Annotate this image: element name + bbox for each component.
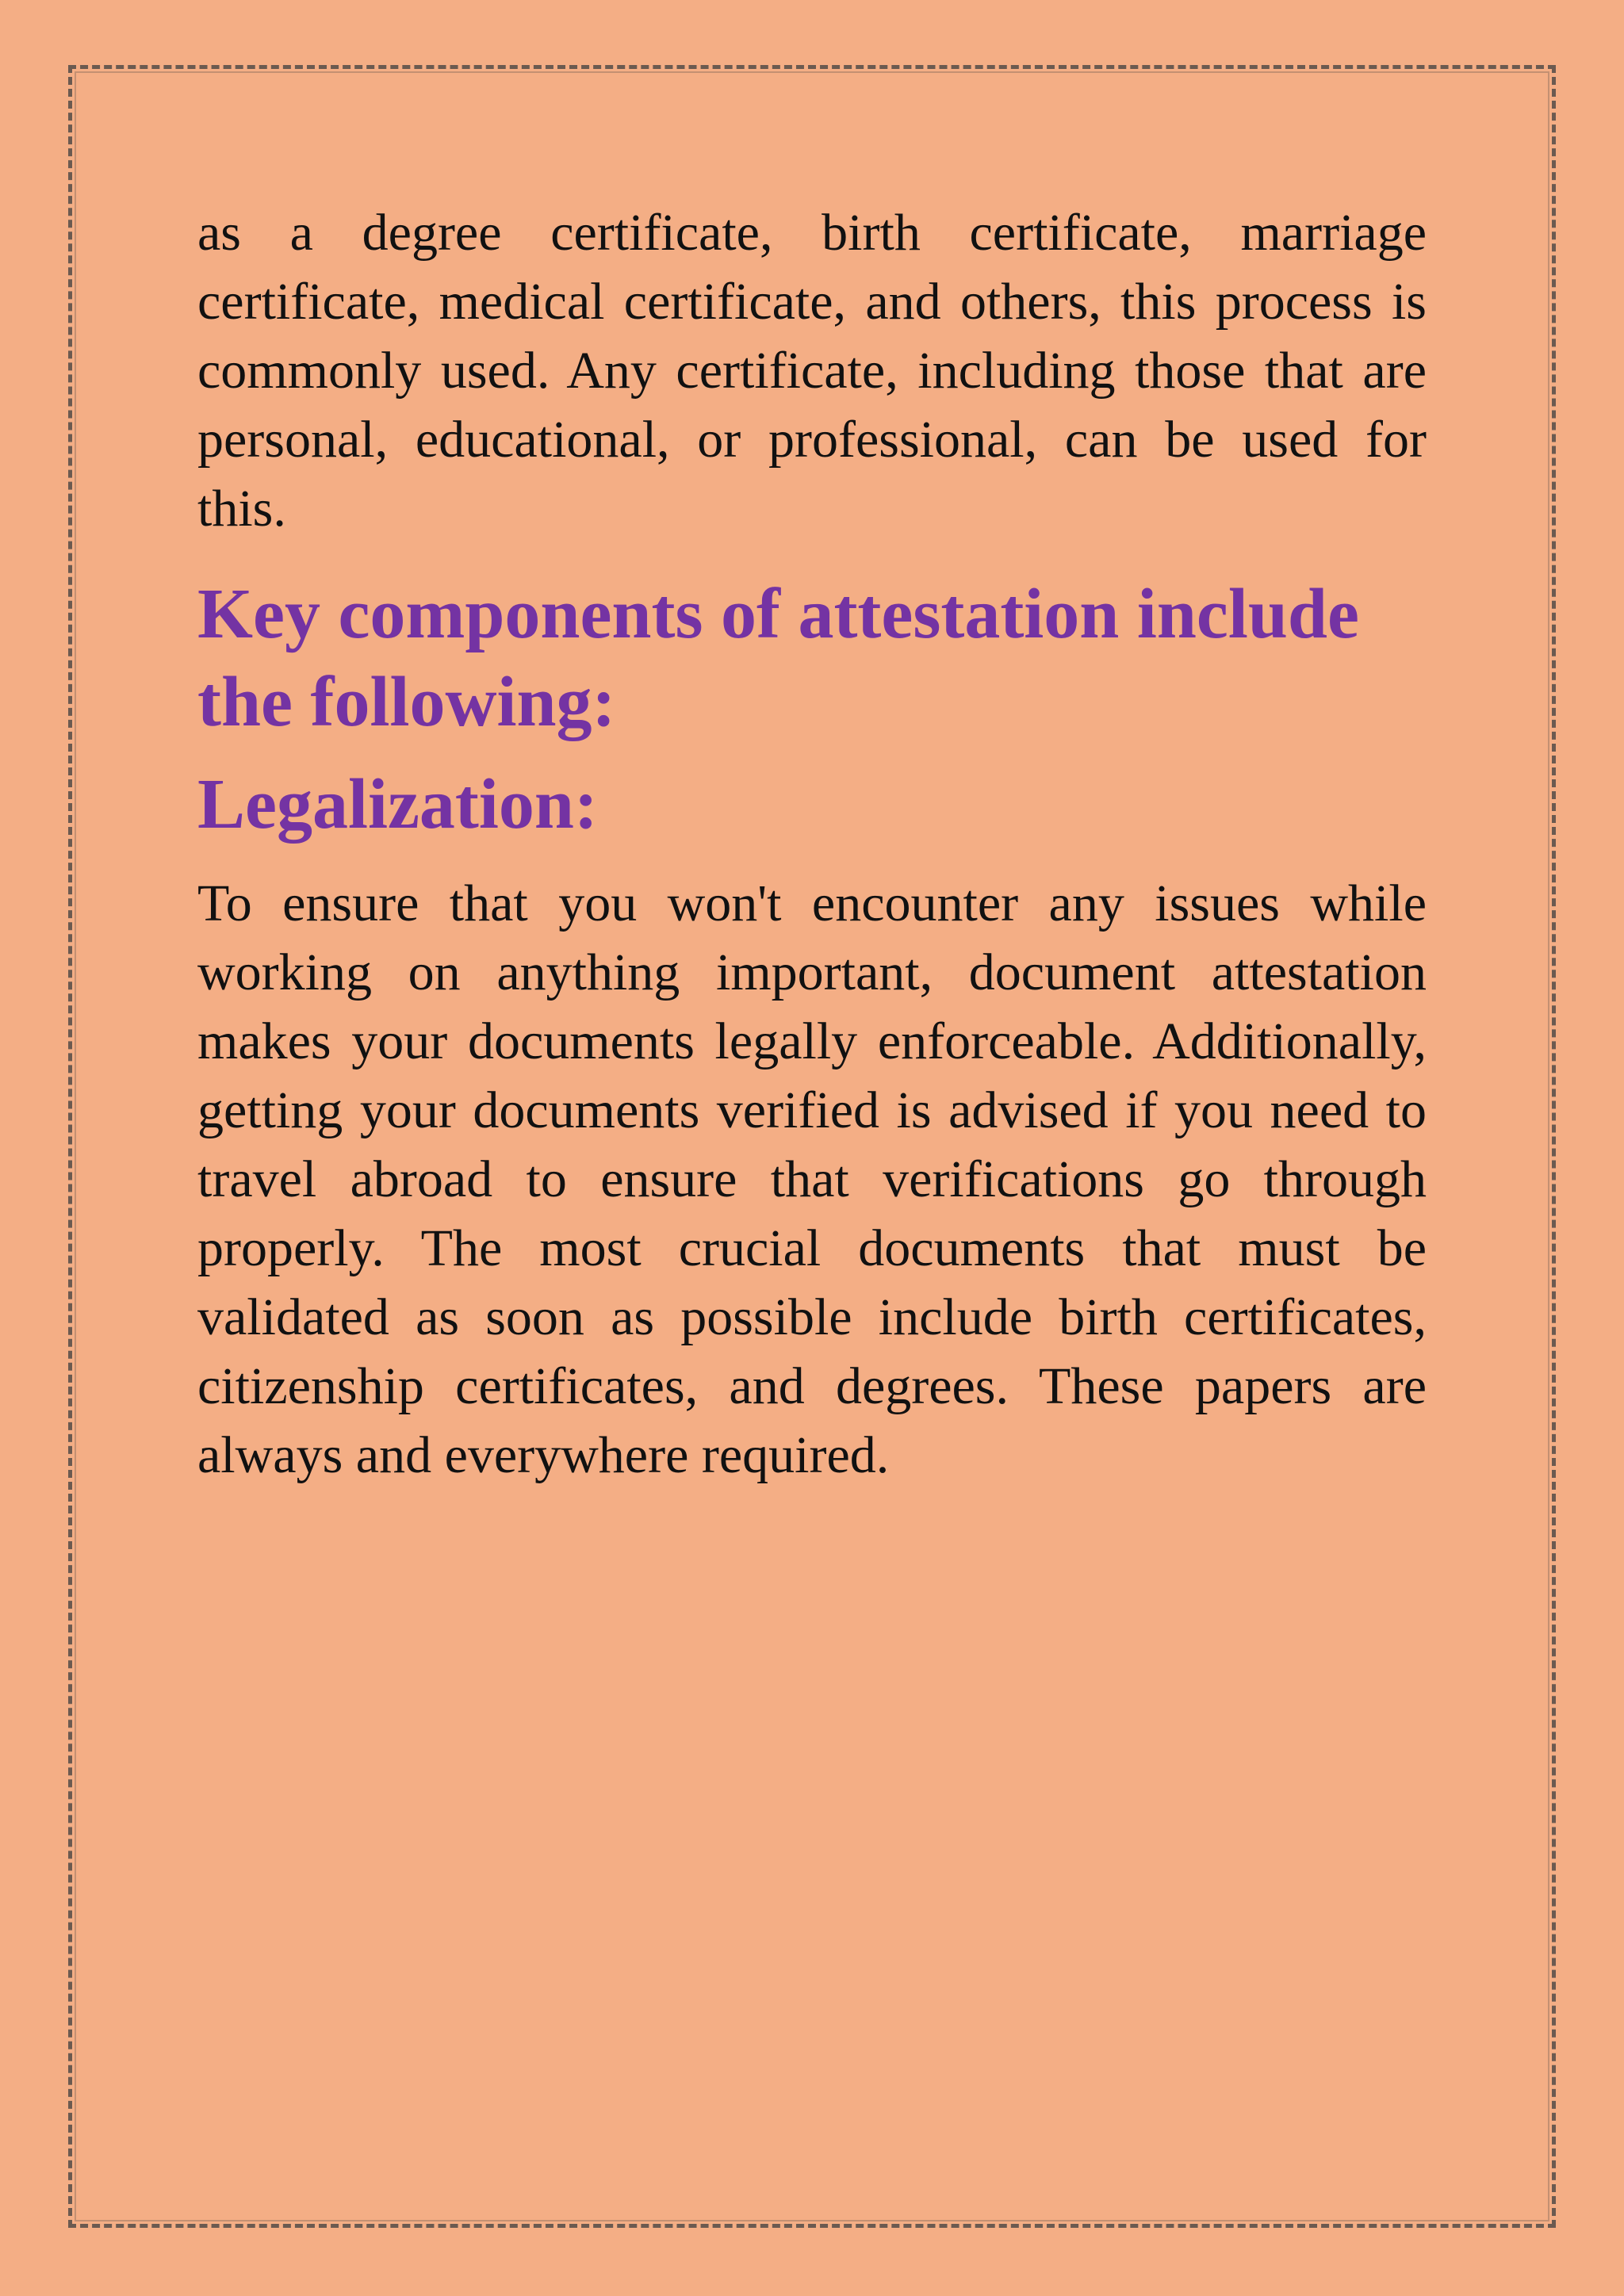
intro-paragraph: as a degree certificate, birth certificate, marriage certificate, medical certificate, and others, this process is commonly used. Any certificate, including those that are personal, educational, or professional, can be used for this. — [197, 204, 1427, 538]
section-heading: Key components of attestation include the following: — [197, 575, 1359, 741]
subsection-heading: Legalization: — [197, 765, 598, 844]
body-paragraph: To ensure that you won't encounter any issues while working on anything important, document attestation makes your documents legally enforceable. Additionally, getting your documents verified is advised if you need to travel abroad to ensure that verifications go through properly. The most crucial documents that must be validated as soon as possible include birth certificates, citizenship certificates, and degrees. These papers are always and everywhere required. — [197, 874, 1427, 1484]
document-content — [197, 198, 1427, 1490]
